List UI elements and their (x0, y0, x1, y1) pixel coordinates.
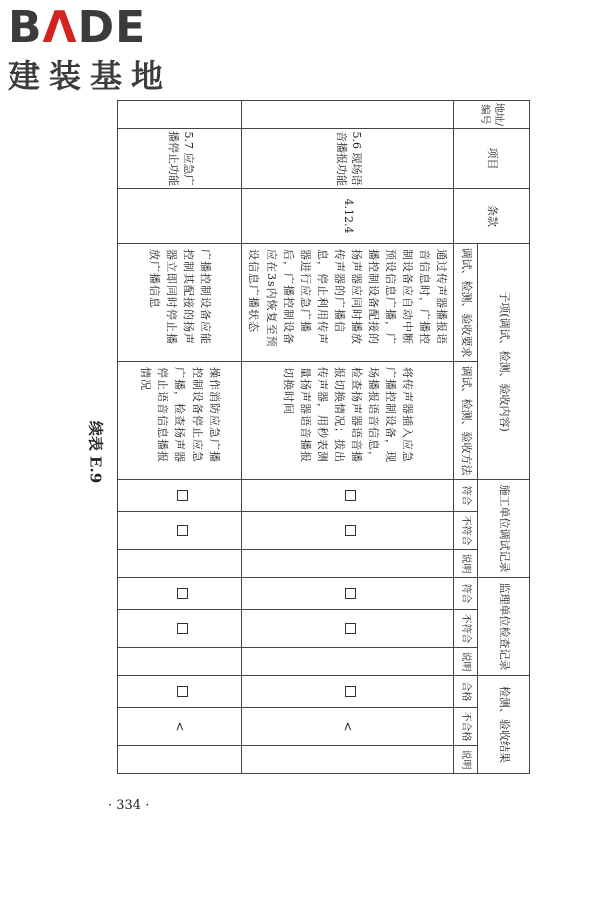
row-method: 将传声器插入应急广播控制设备，现场播报语音信息，检查扬声器语音播报切换情况；拔出传声器，用秒表测量扬声器语音播报切换时间 (242, 362, 454, 480)
note-supervision[interactable] (242, 648, 454, 676)
header-fail: 不符合 (454, 512, 478, 550)
header-index: 地址/编号 (454, 101, 530, 129)
checkbox-construction-fail[interactable] (242, 512, 454, 550)
note-construction[interactable] (118, 550, 242, 578)
checkbox-supervision-fail[interactable] (242, 610, 454, 648)
checkbox-acceptance-qualified[interactable] (242, 676, 454, 708)
header-unqualified: 不合格 (454, 708, 478, 746)
row-index (118, 101, 242, 129)
acceptance-unqualified-mark: < (118, 708, 242, 746)
header-pass: 符合 (454, 578, 478, 610)
row-item: 5.7 应急广播停止功能 (118, 129, 242, 189)
header-note: 说明 (454, 550, 478, 578)
row-clause: 4.12.4 (242, 189, 454, 244)
row-index (242, 101, 454, 129)
inspection-table (117, 100, 530, 774)
acceptance-unqualified-mark: < (242, 708, 454, 746)
row-clause (118, 189, 242, 244)
note-acceptance[interactable] (242, 746, 454, 774)
header-note: 说明 (454, 648, 478, 676)
row-requirement: 广播控制设备应能控制其配接的扬声器立即同时停止播放广播信息 (118, 244, 242, 362)
row-requirement: 通过传声器播报语音信息时，广播控制设备应自动中断预设信息广播，广播控制设备配接的扬声器应同时播放传声器的广播信息，停止利用传声器进行应急广播后，广播控制设备应在3s内恢复至预设信息广播状态 (242, 244, 454, 362)
checkbox-construction-fail[interactable] (118, 512, 242, 550)
note-supervision[interactable] (118, 648, 242, 676)
page-number: · 334 · (108, 798, 150, 813)
checkbox-construction-pass[interactable] (242, 480, 454, 512)
header-qualified: 合格 (454, 676, 478, 708)
checkbox-acceptance-qualified[interactable] (118, 676, 242, 708)
brand-logo (8, 4, 178, 96)
row-method: 操作消防应急广播控制设备停止应急广播，检查扬声器停止语音信息播报情况 (118, 362, 242, 480)
checkbox-construction-pass[interactable] (118, 480, 242, 512)
header-requirement: 调试、检测、验收要求 (454, 244, 478, 362)
row-item: 5.6 现场语音播报功能 (242, 129, 454, 189)
header-acceptance: 检测、验收结果 (478, 676, 530, 774)
checkbox-supervision-pass[interactable] (242, 578, 454, 610)
checkbox-supervision-fail[interactable] (118, 610, 242, 648)
logo-wordmark: BΛDE (8, 2, 147, 53)
header-construction: 施工单位调试记录 (478, 480, 530, 578)
rotated-table-container (120, 100, 530, 770)
header-note: 说明 (454, 746, 478, 774)
table-row (118, 101, 242, 774)
table-title: 续表 E.9 (86, 420, 105, 484)
header-fail: 不符合 (454, 610, 478, 648)
logo-subtitle: 建装基地 (8, 57, 173, 95)
header-row-1 (478, 101, 530, 774)
header-sub-item: 子项(调试、检测、验收内容) (478, 244, 530, 480)
header-item: 项目 (454, 129, 530, 189)
checkbox-supervision-pass[interactable] (118, 578, 242, 610)
header-clause: 条款 (454, 189, 530, 244)
note-construction[interactable] (242, 550, 454, 578)
header-pass: 符合 (454, 480, 478, 512)
table-row (242, 101, 454, 774)
header-method: 调试、检测、验收方法 (454, 362, 478, 480)
note-acceptance[interactable] (118, 746, 242, 774)
header-supervision: 监理单位检查记录 (478, 578, 530, 676)
